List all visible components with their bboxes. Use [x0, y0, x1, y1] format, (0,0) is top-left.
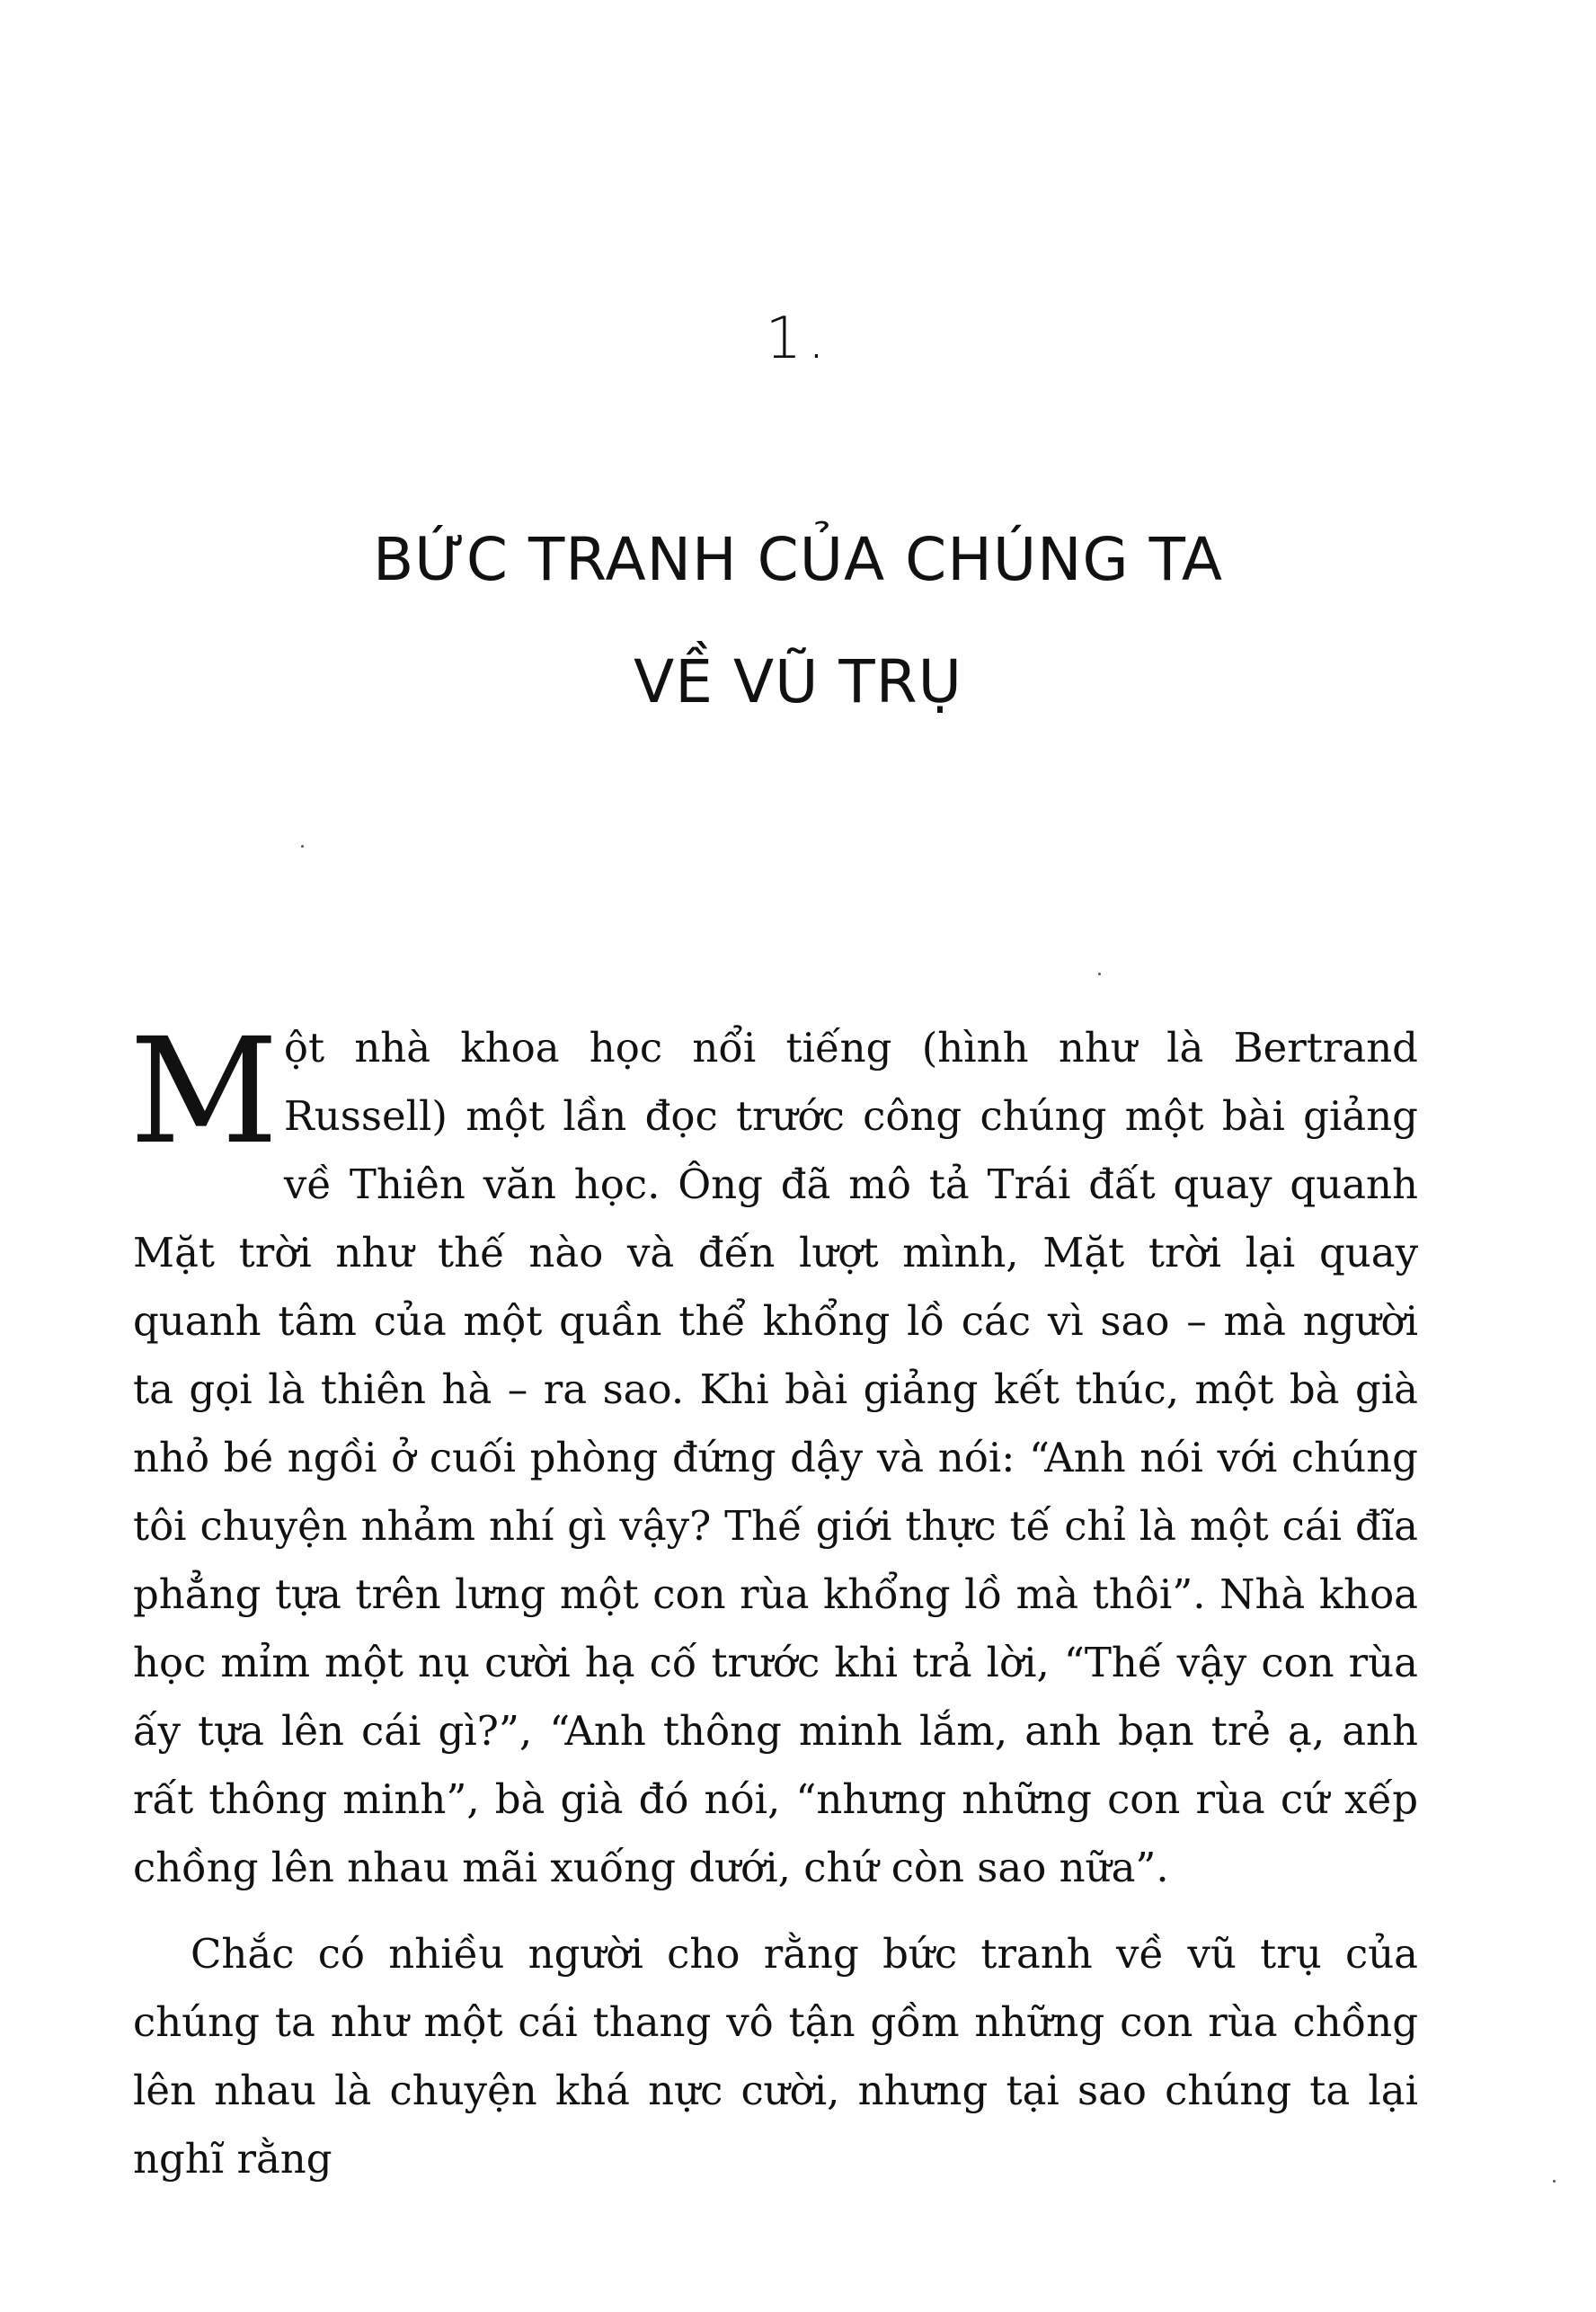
- chapter-title: [0, 499, 1596, 743]
- scan-speck: [301, 845, 304, 848]
- chapter-number: 1.: [765, 306, 831, 372]
- drop-cap: M: [129, 1008, 279, 1177]
- scan-speck: [1098, 973, 1101, 975]
- paragraph-1: [129, 1008, 1418, 1902]
- scan-speck: [1553, 2180, 1556, 2183]
- paragraph-1-text: ột nhà khoa học nổi tiếng (hình như là Bertrand Russell) một lần đọc trước công chúng một bài giảng về Thiên văn học. Ông đã mô tả Trái đất quay quanh Mặt trời như thế nào và đến lượt mình, Mặt trời lại quay quanh tâm của một quần thể khổng lồ các vì sao – mà người ta gọi là thiên hà – ra sao. Khi bài giảng kết thúc, một bà già nhỏ bé ngồi ở cuối phòng đứng dậy và nói: “Anh nói với chúng tôi chuyện nhảm nhí gì vậy? Thế giới thực tế chỉ là một cái đĩa phẳng tựa trên lưng một con rùa khổng lồ mà thôi”. Nhà khoa học mỉm một nụ cười hạ cố trước khi trả lời, “Thế vậy con rùa ấy tựa lên cái gì?”, “Anh thông minh lắm, anh bạn trẻ ạ, anh rất thông minh”, bà già đó nói, “nhưng những con rùa cứ xếp chồng lên nhau mãi xuống dưới, chứ còn sao nữa”.: [133, 1024, 1418, 1891]
- paragraph-2: Chắc có nhiều người cho rằng bức tranh về vũ trụ của chúng ta như một cái thang vô tận gồm những con rùa chồng lên nhau là chuyện khá nực cười, nhưng tại sao chúng ta lại nghĩ rằng: [133, 1930, 1418, 2183]
- body-text: [129, 1008, 1418, 2193]
- chapter-title-line-2: VỀ VŨ TRỤ: [634, 647, 962, 716]
- chapter-title-line-1: BỨC TRANH CỦA CHÚNG TA: [373, 525, 1223, 594]
